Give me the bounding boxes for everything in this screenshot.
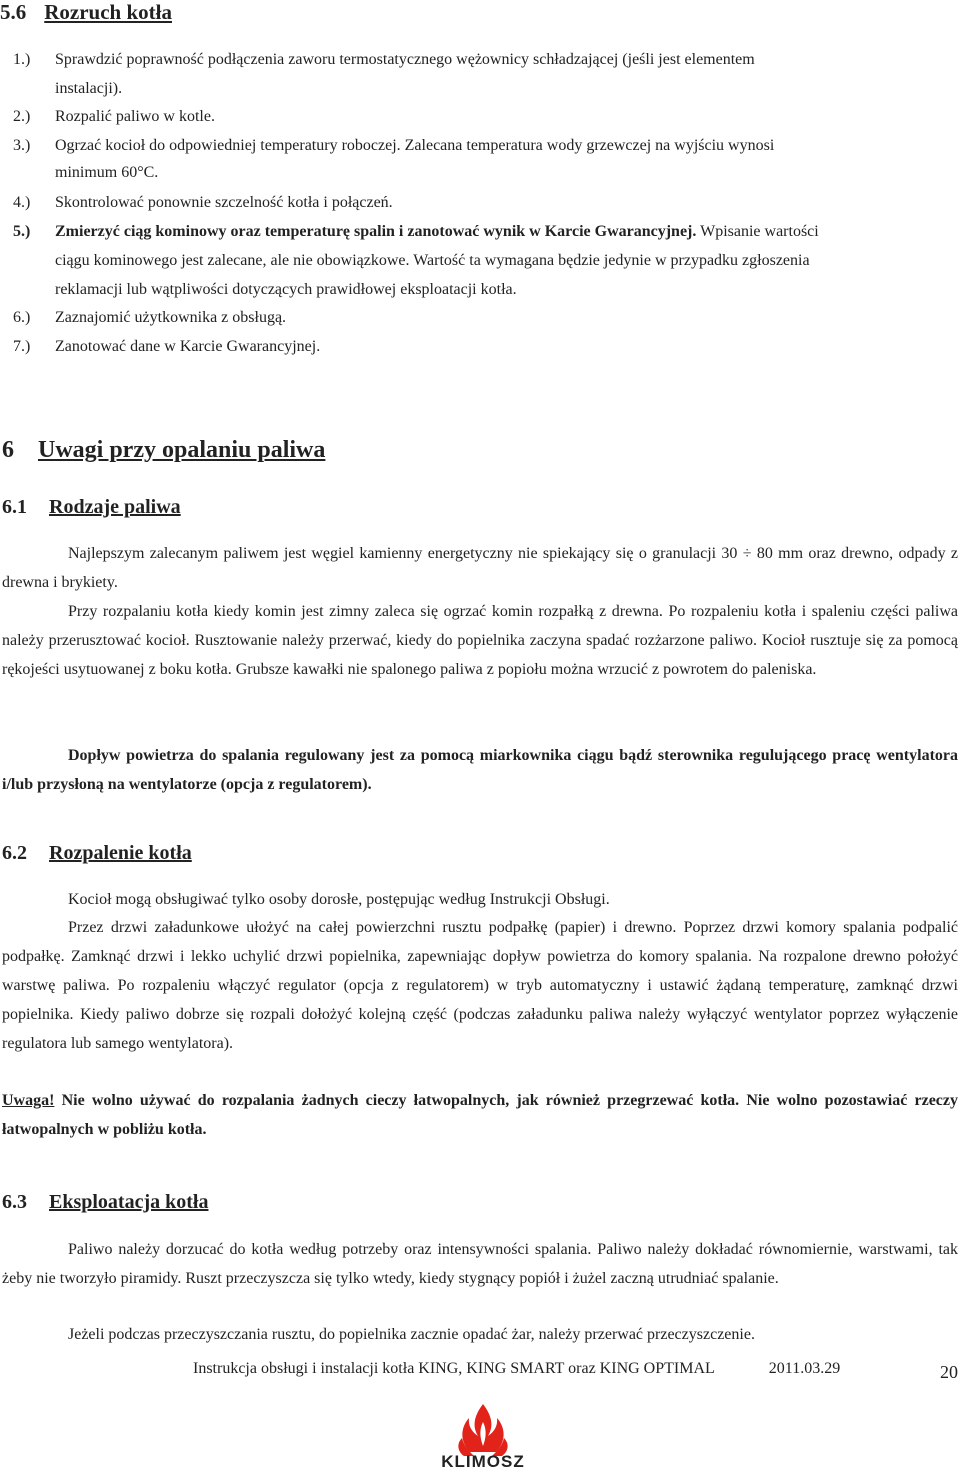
warning-paragraph (2, 1086, 958, 1144)
paragraph: Paliwo należy dorzucać do kotła według potrzeby oraz intensywności spalania. Paliwo należy dokładać równomiernie, warstwami, tak żeby nie tworzyło piramidy. Ruszt przeczyszcza się tylko wtedy, kiedy stygnący popiół i żużel zaczną utrudniać spalanie. (2, 1241, 958, 1287)
list-item-continuation: reklamacji lub wątpliwości dotyczących prawidłowej eksploatacji kotła. (55, 281, 517, 298)
paragraph: Przez drzwi załadunkowe ułożyć na całej powierzchni rusztu podpałkę (papier) i drewno. Poprzez drzwi komory spalania podpalić podpałkę. Zamknąć drzwi i lekko uchylić drzwi popielnika, zapewniając dopływ powietrza do komory spalania. Na rozpalone drewno położyć warstwę paliwa. Po rozpaleniu włączyć regulator (opcja z regulatorem) w tryb automatyczny i ustawić żądaną temperaturę, zamknąć drzwi popielnika. Kiedy paliwo dobrze się rozpali dołożyć kolejną część (podczas załadunku paliwa należy wyłączyć wentylator poprzez wyłączenie regulatora lub samego wentylatora). (2, 919, 958, 1052)
warning-text: Nie wolno używać do rozpalania żadnych cieczy łatwopalnych, jak również przegrzewać kotła. Nie wolno pozostawiać rzeczy łatwopalnych w pobliżu kotła. (2, 1092, 958, 1138)
list-item-continuation: ciągu kominowego jest zalecane, ale nie obowiązkowe. Wartość ta wymagana będzie jedynie w przypadku zgłoszenia (55, 252, 810, 269)
list-item-continuation: minimum 60°C. (55, 164, 159, 181)
page-number: 20 (940, 1362, 958, 1382)
section-number: 6.3 (2, 1191, 27, 1213)
section-number: 6 (2, 437, 14, 463)
section-heading-6 (2, 437, 325, 464)
list-item: 1.) Sprawdzić poprawność podłączenia zaworu termostatycznego wężownicy schładzającej (jeśli jest elementem (13, 51, 755, 68)
list-item: 2.) Rozpalić paliwo w kotle. (13, 108, 215, 125)
paragraph: Przy rozpalaniu kotła kiedy komin jest zimny zaleca się ogrzać komin rozpałką z drewna. Po rozpaleniu kotła i spaleniu części paliwa należy przerusztować kocioł. Rusztowanie należy przerwać, kiedy do popielnika zaczyna spadać rozżarzone paliwo. Kocioł rusztuje się za pomocą rękojeści usytuowanej z boku kotła. Grubsze kawałki nie spalonego paliwa z popiołu można wrzucić z powrotem do paleniska. (2, 603, 958, 678)
list-item: 4.) Skontrolować ponownie szczelność kotła i połączeń. (13, 194, 393, 211)
logo-text: KLIMOSZ (441, 1452, 525, 1471)
section-title: Rozpalenie kotła (49, 842, 192, 864)
paragraph: Najlepszym zalecanym paliwem jest węgiel kamienny energetyczny nie spiekający się o granulacji 30 ÷ 80 mm oraz drewno, odpady z drewna i brykiety. (2, 545, 958, 591)
list-item: 7.) Zanotować dane w Karcie Gwarancyjnej. (13, 338, 321, 355)
footer (193, 1360, 840, 1378)
section-heading-6-1 (2, 496, 181, 519)
section-title: Rozruch kotła (44, 0, 172, 24)
section-heading-6-3 (2, 1191, 208, 1214)
section-title: Uwagi przy opalaniu paliwa (38, 437, 326, 463)
list-item: 6.) Zaznajomić użytkownika z obsługą. (13, 309, 287, 326)
warning-label: Uwaga! (2, 1092, 55, 1109)
section-heading-5-6 (0, 0, 172, 25)
section-title: Eksploatacja kotła (49, 1191, 209, 1213)
section-number: 6.2 (2, 842, 27, 864)
footer-date: 2011.03.29 (768, 1360, 841, 1377)
section-number: 6.1 (2, 496, 27, 518)
paragraph-bold: Dopływ powietrza do spalania regulowany jest za pomocą miarkownika ciągu bądź sterownika regulującego pracę wentylatora i/lub przysłoną na wentylatorze (opcja z regulatorem). (2, 747, 958, 793)
paragraph: Kocioł mogą obsługiwać tylko osoby dorosłe, postępując według Instrukcji Obsługi. (68, 891, 610, 908)
section-number: 5.6 (0, 0, 27, 24)
footer-title: Instrukcja obsługi i instalacji kotła KING, KING SMART oraz KING OPTIMAL (193, 1360, 715, 1377)
section-title: Rodzaje paliwa (49, 496, 181, 518)
paragraph: Jeżeli podczas przeczyszczania rusztu, do popielnika zacznie opadać żar, należy przerwać przeczyszczenie. (68, 1326, 755, 1343)
section-heading-6-2 (2, 842, 192, 865)
list-item-continuation: instalacji). (55, 80, 123, 97)
list-item: 5.) Zmierzyć ciąg kominowy oraz temperaturę spalin i zanotować wynik w Karcie Gwarancyjnej. Wpisanie wartości (13, 223, 819, 240)
list-item: 3.) Ogrzać kocioł do odpowiedniej temperatury roboczej. Zalecana temperatura wody grzewczej na wyjściu wynosi (13, 137, 775, 154)
